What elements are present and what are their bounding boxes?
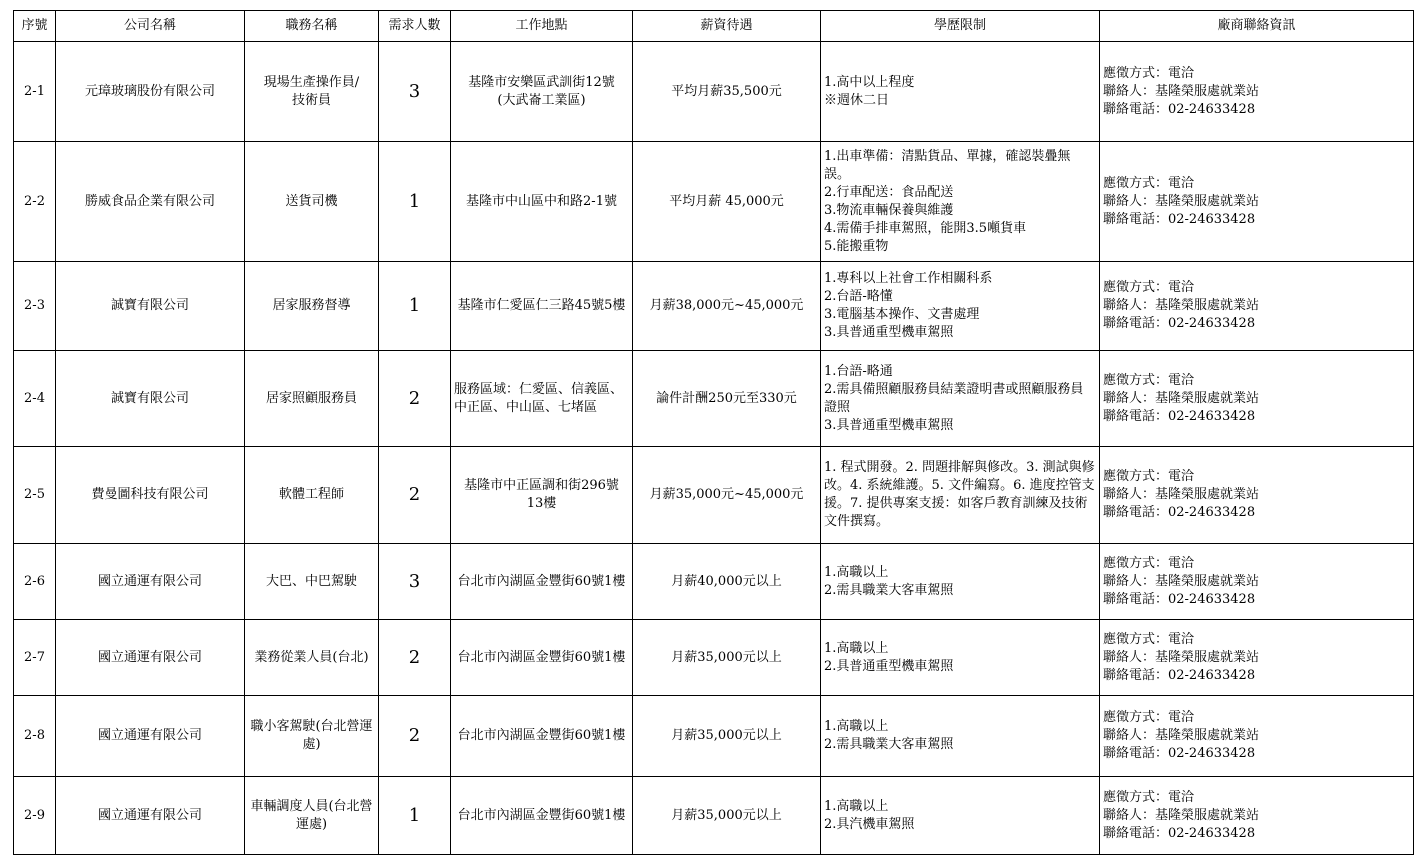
row-salary: 月薪40,000元以上 [633,544,821,620]
table-header-row [14,11,1414,42]
row-location: 台北市內湖區金豐街60號1樓 [451,620,633,696]
row-serial: 2-3 [14,262,56,351]
row-salary: 月薪38,000元~45,000元 [633,262,821,351]
row-location: 台北市內湖區金豐街60號1樓 [451,696,633,777]
job-listing-table [13,10,1414,855]
row-position: 業務從業人員(台北) [245,620,379,696]
row-requirements: 1.台語-略通 2.需具備照顧服務員結業證明書或照顧服務員證照 3.具普通重型機車駕照 [821,351,1100,447]
table-row [14,447,1414,544]
row-location: 基隆市中正區調和街296號 13樓 [451,447,633,544]
header-serial: 序號 [14,11,56,42]
header-requirements: 學歷限制 [821,11,1100,42]
table-row [14,620,1414,696]
row-salary: 月薪35,000元~45,000元 [633,447,821,544]
table-row [14,351,1414,447]
header-salary: 薪資待遇 [633,11,821,42]
row-requirements: 1.高職以上 2.具普通重型機車駕照 [821,620,1100,696]
row-company: 誠寶有限公司 [56,351,245,447]
row-company: 誠寶有限公司 [56,262,245,351]
row-requirements: 1.高職以上 2.需具職業大客車駕照 [821,544,1100,620]
row-contact: 應徵方式：電洽 聯絡人：基隆榮服處就業站 聯絡電話：02-24633428 [1100,351,1414,447]
row-company: 勝威食品企業有限公司 [56,142,245,262]
row-salary: 月薪35,000元以上 [633,777,821,855]
row-requirements: 1.專科以上社會工作相關科系 2.台語-略懂 3.電腦基本操作、文書處理 3.具普通重型機車駕照 [821,262,1100,351]
row-company: 國立通運有限公司 [56,544,245,620]
row-count: 3 [379,42,451,142]
row-company: 費曼圖科技有限公司 [56,447,245,544]
row-count: 3 [379,544,451,620]
row-position: 現場生產操作員/ 技術員 [245,42,379,142]
table-row [14,262,1414,351]
row-serial: 2-7 [14,620,56,696]
row-requirements: 1.高職以上 2.具汽機車駕照 [821,777,1100,855]
row-location: 服務區域：仁愛區、信義區、中正區、中山區、七堵區 [451,351,633,447]
row-salary: 論件計酬250元至330元 [633,351,821,447]
header-contact: 廠商聯絡資訊 [1100,11,1414,42]
row-serial: 2-8 [14,696,56,777]
row-contact: 應徵方式：電洽 聯絡人：基隆榮服處就業站 聯絡電話：02-24633428 [1100,142,1414,262]
row-count: 2 [379,447,451,544]
row-count: 2 [379,696,451,777]
row-count: 2 [379,351,451,447]
row-count: 2 [379,620,451,696]
table-row [14,42,1414,142]
row-contact: 應徵方式：電洽 聯絡人：基隆榮服處就業站 聯絡電話：02-24633428 [1100,544,1414,620]
row-position: 職小客駕駛(台北營運處) [245,696,379,777]
row-contact: 應徵方式：電洽 聯絡人：基隆榮服處就業站 聯絡電話：02-24633428 [1100,42,1414,142]
row-salary: 月薪35,000元以上 [633,620,821,696]
row-location: 基隆市中山區中和路2-1號 [451,142,633,262]
row-contact: 應徵方式：電洽 聯絡人：基隆榮服處就業站 聯絡電話：02-24633428 [1100,696,1414,777]
row-count: 1 [379,777,451,855]
row-serial: 2-2 [14,142,56,262]
row-contact: 應徵方式：電洽 聯絡人：基隆榮服處就業站 聯絡電話：02-24633428 [1100,447,1414,544]
row-position: 居家服務督導 [245,262,379,351]
row-location: 基隆市仁愛區仁三路45號5樓 [451,262,633,351]
row-serial: 2-4 [14,351,56,447]
header-company: 公司名稱 [56,11,245,42]
row-requirements: 1.高中以上程度 ※週休二日 [821,42,1100,142]
row-position: 送貨司機 [245,142,379,262]
row-company: 國立通運有限公司 [56,620,245,696]
row-requirements: 1.出車準備：清點貨品、單據，確認裝疊無誤。 2.行車配送：食品配送 3.物流車輛保養與維護 4.需備手排車駕照，能開3.5噸貨車 5.能搬重物 [821,142,1100,262]
row-serial: 2-6 [14,544,56,620]
header-count: 需求人數 [379,11,451,42]
header-location: 工作地點 [451,11,633,42]
header-position: 職務名稱 [245,11,379,42]
row-salary: 平均月薪 45,000元 [633,142,821,262]
table-row [14,696,1414,777]
row-company: 元璋玻璃股份有限公司 [56,42,245,142]
row-company: 國立通運有限公司 [56,696,245,777]
row-count: 1 [379,142,451,262]
row-position: 車輛調度人員(台北營運處) [245,777,379,855]
table-row [14,142,1414,262]
row-location: 台北市內湖區金豐街60號1樓 [451,777,633,855]
row-company: 國立通運有限公司 [56,777,245,855]
row-location: 基隆市安樂區武訓街12號 (大武崙工業區) [451,42,633,142]
row-position: 大巴、中巴駕駛 [245,544,379,620]
row-serial: 2-1 [14,42,56,142]
row-serial: 2-9 [14,777,56,855]
row-requirements: 1.高職以上 2.需具職業大客車駕照 [821,696,1100,777]
table-row [14,777,1414,855]
row-count: 1 [379,262,451,351]
row-salary: 平均月薪35,500元 [633,42,821,142]
row-serial: 2-5 [14,447,56,544]
row-contact: 應徵方式：電洽 聯絡人：基隆榮服處就業站 聯絡電話：02-24633428 [1100,620,1414,696]
row-position: 軟體工程師 [245,447,379,544]
table-row [14,544,1414,620]
row-requirements: 1. 程式開發。2. 問題排解與修改。3. 測試與修改。4. 系統維護。5. 文件編寫。6. 進度控管支援。7. 提供專案支援：如客戶教育訓練及技術文件撰寫。 [821,447,1100,544]
row-contact: 應徵方式：電洽 聯絡人：基隆榮服處就業站 聯絡電話：02-24633428 [1100,262,1414,351]
row-location: 台北市內湖區金豐街60號1樓 [451,544,633,620]
row-contact: 應徵方式：電洽 聯絡人：基隆榮服處就業站 聯絡電話：02-24633428 [1100,777,1414,855]
row-salary: 月薪35,000元以上 [633,696,821,777]
row-position: 居家照顧服務員 [245,351,379,447]
